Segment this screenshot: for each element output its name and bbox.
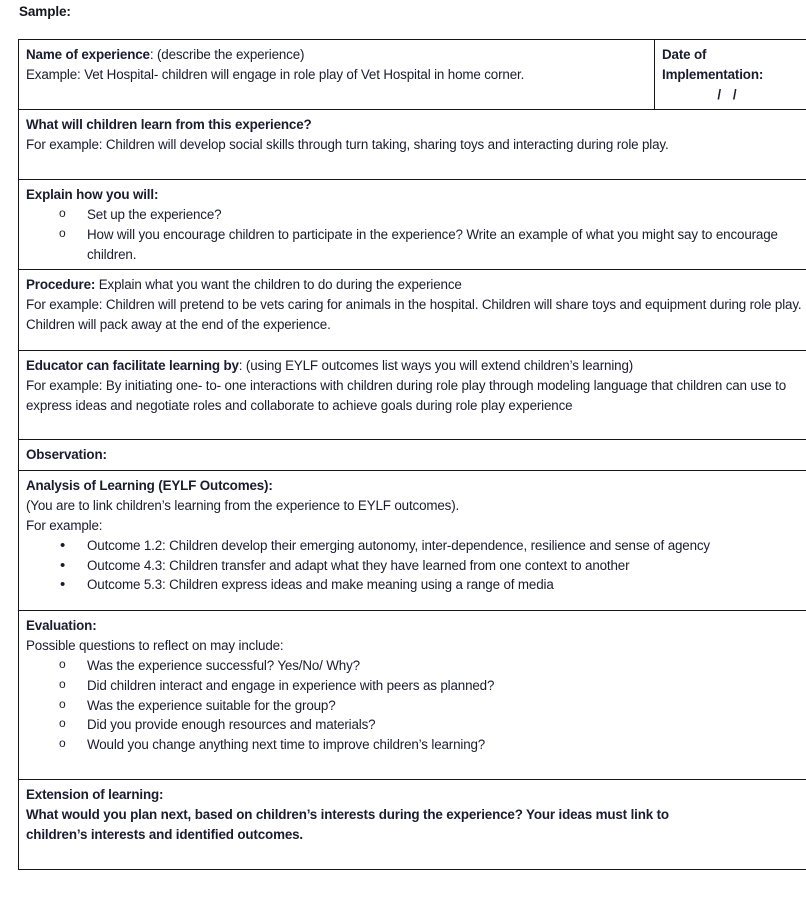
procedure-example: For example: Children will pretend to be vets caring for animals in the hospital. Children will share toys and equipment during role play. Children will pack away at the end of the experience. xyxy=(26,297,802,333)
list-item xyxy=(26,715,806,735)
procedure-label-suffix: Explain what you want the children to do during the experience xyxy=(95,277,462,293)
name-of-experience-label-suffix: : (describe the experience) xyxy=(149,47,305,62)
cell-name-of-experience xyxy=(19,40,655,110)
spacer xyxy=(26,845,806,864)
extension-of-learning-body-line2: children’s interests and identified outcomes. xyxy=(26,826,303,842)
procedure-label: Procedure: xyxy=(26,277,96,293)
spacer xyxy=(26,755,806,774)
observation-heading: Observation: xyxy=(26,447,107,463)
list-item-label: Would you change anything next time to improve children’s learning? xyxy=(87,737,486,753)
analysis-of-learning-list xyxy=(26,536,806,595)
list-item-label: How will you encourage children to participate in the experience? Write an example of what you might say to encourage children. xyxy=(87,226,778,262)
table-row-what-will-children-learn xyxy=(19,110,806,180)
analysis-of-learning-for-example: For example: xyxy=(26,517,103,533)
table-row-explain-how xyxy=(19,180,806,270)
hollow-bullet-icon: o xyxy=(59,696,66,711)
cell-explain-how xyxy=(19,180,806,270)
table-row-name-of-experience xyxy=(19,40,806,110)
what-will-children-learn-heading: What will children learn from this experience? xyxy=(26,117,312,133)
list-item-label: Did children interact and engage in experience with peers as planned? xyxy=(87,677,495,693)
list-item-label: Set up the experience? xyxy=(87,206,222,222)
list-item-label: Outcome 1.2: Children develop their emerging autonomy, inter-dependence, resilience and sense of agency xyxy=(87,537,710,553)
list-item xyxy=(26,225,806,265)
evaluation-heading: Evaluation: xyxy=(26,618,97,634)
list-item xyxy=(26,536,806,556)
list-item-label: Outcome 4.3: Children transfer and adapt what they have learned from one context to another xyxy=(87,557,630,573)
analysis-of-learning-subtext: (You are to link children’s learning from the experience to EYLF outcomes). xyxy=(26,498,460,514)
page-title: Sample: xyxy=(19,4,71,19)
educator-facilitate-label: Educator can facilitate learning by xyxy=(26,357,239,373)
list-item xyxy=(26,735,806,755)
filled-bullet-icon: • xyxy=(60,556,66,574)
cell-procedure xyxy=(19,270,806,350)
date-value-field[interactable]: / / xyxy=(717,86,741,102)
spacer xyxy=(26,415,806,434)
cell-date-of-implementation xyxy=(655,40,806,110)
list-item xyxy=(26,575,806,595)
date-label-line1: Date of xyxy=(662,47,707,62)
hollow-bullet-icon: o xyxy=(59,736,66,751)
hollow-bullet-icon: o xyxy=(59,205,66,220)
cell-evaluation xyxy=(19,611,806,780)
evaluation-list xyxy=(26,656,806,755)
explain-how-list xyxy=(26,205,806,264)
list-item xyxy=(26,205,806,225)
list-item xyxy=(26,556,806,576)
spacer xyxy=(26,85,648,104)
procedure-heading xyxy=(26,275,806,295)
list-item-label: Did you provide enough resources and materials? xyxy=(87,717,376,733)
cell-observation[interactable] xyxy=(19,440,806,471)
explain-how-heading: Explain how you will: xyxy=(26,187,159,203)
spacer xyxy=(26,595,806,605)
cell-what-will-children-learn xyxy=(19,110,806,180)
educator-facilitate-example: For example: By initiating one- to- one interactions with children during role play through modeling language that children can use to express ideas and negotiate roles and collaborate to achieve goals during role play experience xyxy=(26,377,786,413)
extension-of-learning-heading: Extension of learning: xyxy=(26,787,164,803)
experience-plan-table xyxy=(18,39,806,870)
list-item-label: Was the experience successful? Yes/No/ Why? xyxy=(87,657,360,673)
hollow-bullet-icon: o xyxy=(59,225,66,240)
what-will-children-learn-example: For example: Children will develop social skills through turn taking, sharing toys and interacting during role play. xyxy=(26,137,669,153)
educator-facilitate-label-suffix: : (using EYLF outcomes list ways you will extend children’s learning) xyxy=(238,357,634,373)
list-item xyxy=(26,696,806,716)
table-row-educator-facilitate xyxy=(19,350,806,439)
cell-analysis-of-learning xyxy=(19,471,806,611)
name-of-experience-label: Name of experience xyxy=(26,47,150,62)
table-row-analysis-of-learning xyxy=(19,471,806,611)
evaluation-subtext: Possible questions to reflect on may include: xyxy=(26,638,284,654)
list-item-label: Outcome 5.3: Children express ideas and make meaning using a range of media xyxy=(87,577,554,593)
extension-of-learning-body-line1: What would you plan next, based on children’s interests during the experience? Your ideas must link to xyxy=(26,806,669,822)
date-label-line2: Implementation: xyxy=(662,66,764,82)
list-item-label: Was the experience suitable for the group? xyxy=(87,697,336,713)
cell-educator-facilitate xyxy=(19,350,806,439)
spacer xyxy=(26,155,806,174)
hollow-bullet-icon: o xyxy=(59,716,66,731)
filled-bullet-icon: • xyxy=(60,536,66,554)
table-row-evaluation xyxy=(19,611,806,780)
table-row-procedure xyxy=(19,270,806,350)
name-of-experience-heading xyxy=(26,45,648,65)
hollow-bullet-icon: o xyxy=(59,656,66,671)
educator-facilitate-heading xyxy=(26,356,806,376)
hollow-bullet-icon: o xyxy=(59,676,66,691)
cell-extension-of-learning xyxy=(19,780,806,869)
table-row-observation xyxy=(19,440,806,471)
table-row-extension-of-learning xyxy=(19,780,806,869)
spacer xyxy=(26,335,806,345)
filled-bullet-icon: • xyxy=(60,576,66,594)
name-of-experience-example: Example: Vet Hospital- children will engage in role play of Vet Hospital in home corner. xyxy=(26,66,525,82)
list-item xyxy=(26,676,806,696)
analysis-of-learning-heading: Analysis of Learning (EYLF Outcomes): xyxy=(26,478,273,494)
list-item xyxy=(26,656,806,676)
